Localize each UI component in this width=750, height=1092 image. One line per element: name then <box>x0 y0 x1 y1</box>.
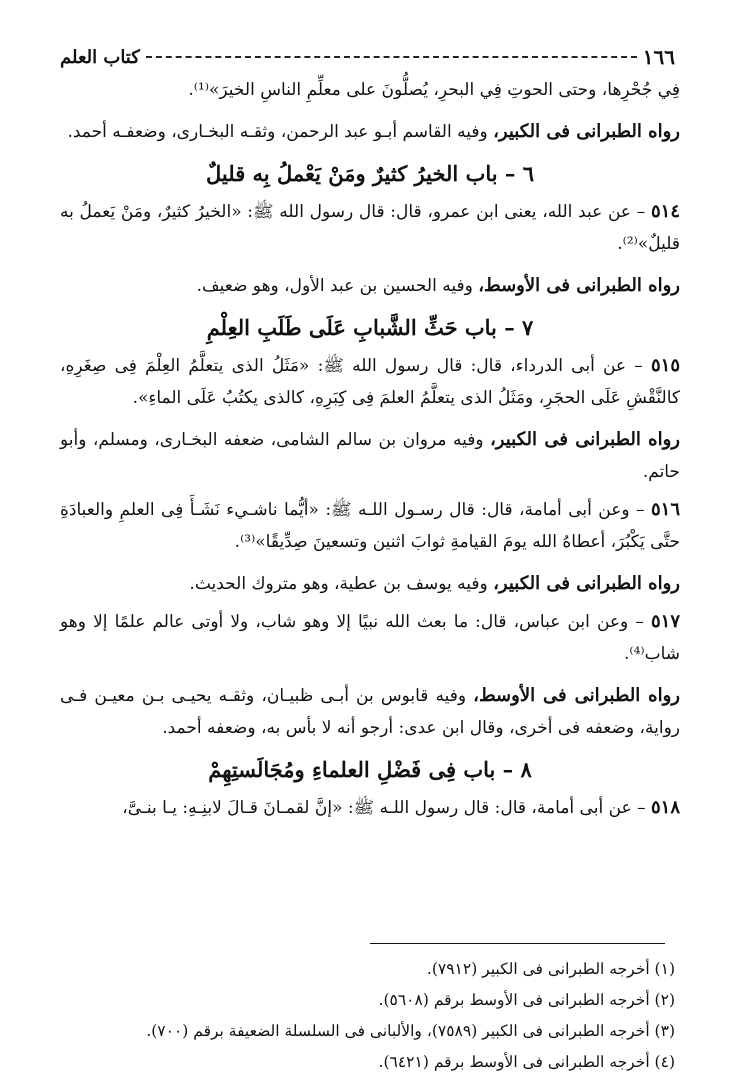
footnote-4: (٤) أخرجه الطبرانى فى الأوسط برقم (٦٤٢١). <box>378 1053 675 1071</box>
hadith-number: ٥١٦ <box>650 499 680 520</box>
hadith-text: – عن أبى الدرداء، قال: قال رسول الله ﷺ: «مَثَلُ الذى يتعلَّمُ العِلْمَ فِى صِغَرِهِ، كالنَّقْشِ عَلَى الحجَرِ، ومَثَلُ الذى يتعلَّمُ العلمَ فِى كِبَرِهِ، كالذى يكتُبُ عَلَى الماءِ». <box>60 356 680 408</box>
source-lead: رواه الطبرانى فى الأوسط، <box>478 275 680 296</box>
source-text: وفيه الحسين بن عبد الأول، وهو ضعيف. <box>196 276 479 296</box>
source-note-1 <box>60 116 680 148</box>
header-dashed-rule <box>146 56 637 58</box>
section-heading-7: ٧ – باب حَثِّ الشَّبابِ عَلَى طَلَبِ العِلْمِ <box>206 315 534 340</box>
page-number: ١٦٦ <box>642 45 675 69</box>
source-note-2 <box>60 270 680 302</box>
source-text: وفيه مروان بن سالم الشامى، ضعفه البخـارى، ومسلم، وأبو حاتم. <box>60 430 680 482</box>
footnote-1: (١) أخرجه الطبرانى فى الكبير (٧٩١٢). <box>426 960 675 978</box>
footnote-2: (٢) أخرجه الطبرانى فى الأوسط برقم (٥٦٠٨). <box>378 991 675 1009</box>
hadith-number: ٥١٨ <box>650 797 680 818</box>
hadith-517 <box>60 606 680 670</box>
hadith-518 <box>60 792 680 824</box>
page-body <box>60 74 680 824</box>
footnotes <box>60 954 675 1078</box>
hadith-text: – عن أبى أمامة، قال: قال رسول اللـه ﷺ: «إنَّ لقمـانَ قـالَ لابنِـهِ: يـا بنـىَّ، <box>122 798 651 818</box>
source-note-4 <box>60 568 680 600</box>
source-lead: رواه الطبرانى فى الأوسط، <box>473 685 680 706</box>
source-text: وفيه القاسم أبـو عبد الرحمن، وثقـه البخـارى، وضعفـه أحمد. <box>67 122 494 142</box>
source-lead: رواه الطبرانى فى الكبير، <box>493 121 680 142</box>
footnote-3: (٣) أخرجه الطبرانى فى الكبير (٧٥٨٩)، والألبانى فى السلسلة الضعيفة برقم (٧٠٠). <box>146 1022 675 1040</box>
section-heading-6: ٦ – باب الخيرُ كثيرٌ ومَنْ يَعْملُ بِه قليلٌ <box>206 161 534 186</box>
running-header <box>60 42 675 72</box>
source-lead: رواه الطبرانى فى الكبير، <box>493 573 680 594</box>
section-heading-8: ٨ – باب فِى فَضْلِ العلماءِ ومُجَالَستِهِمْ <box>208 757 532 782</box>
hadith-516 <box>60 494 680 558</box>
hadith-text: – وعن ابن عباس، قال: ما بعث الله نبيًا إلا وهو شاب، ولا أوتى عالم علمًا إلا وهو شاب⁽⁴⁾. <box>60 612 680 664</box>
hadith-number: ٥١٥ <box>650 355 680 376</box>
hadith-number: ٥١٤ <box>650 201 680 222</box>
hadith-515 <box>60 350 680 414</box>
continued-paragraph: فِي جُحْرِها، وحتى الحوتِ فِي البحرِ، يُصلُّونَ على معلِّمِ الناسِ الخيرَ»⁽¹⁾. <box>188 80 680 100</box>
hadith-number: ٥١٧ <box>650 611 680 632</box>
footnote-divider <box>370 943 665 944</box>
source-text: وفيه يوسف بن عطية، وهو متروك الحديث. <box>189 574 494 594</box>
book-title: كتاب العلم <box>60 46 140 68</box>
hadith-514 <box>60 196 680 260</box>
hadith-text: – وعن أبى أمامة، قال: قال رسـول اللـه ﷺ: «أيُّما ناشـيء نَشَـأَ فِى العلمِ والعبادَةِ حتَّى يَكْبُرَ، أعطاهُ الله يومَ القيامةِ ثوابَ اثنين وتسعينَ صِدِّيقًا»⁽³⁾. <box>60 500 680 552</box>
source-lead: رواه الطبرانى فى الكبير، <box>489 429 680 450</box>
hadith-text: – عن عبد الله، يعنى ابن عمرو، قال: قال رسول الله ﷺ: «الخيرُ كثيرٌ، ومَنْ يَعملُ به قليلٌ»⁽²⁾. <box>60 202 680 254</box>
source-note-5 <box>60 680 680 744</box>
source-note-3 <box>60 424 680 488</box>
source-text: وفيه قابوس بن أبـى ظبيـان، وثقـه يحيـى بـن معيـن فـى رواية، وضعفه فى أخرى، وقال ابن عدى: أرجو أنه لا بأس به، وضعفه أحمد. <box>60 686 680 738</box>
